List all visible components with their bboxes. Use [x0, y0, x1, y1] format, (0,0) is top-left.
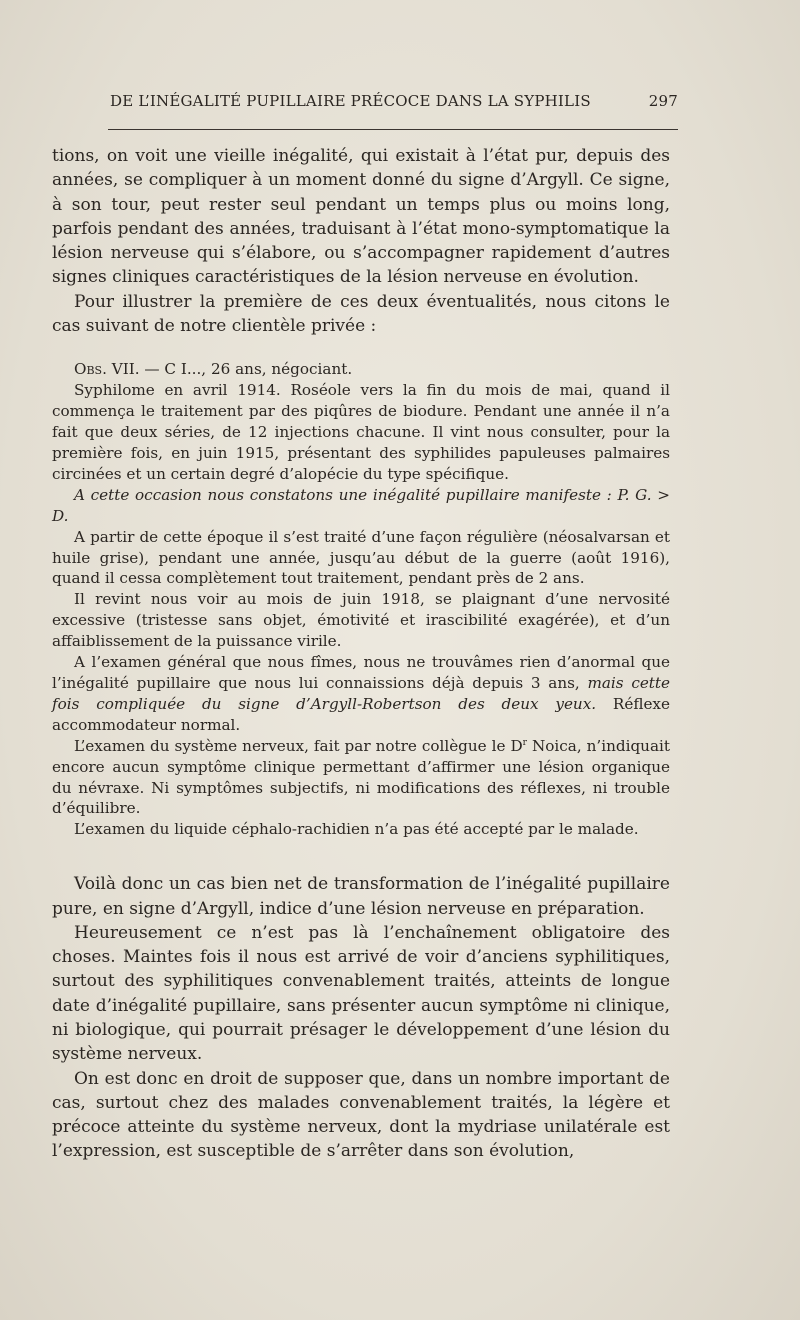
paragraph-conclusion-2: Heureusement ce n’est pas là l’enchaînement obligatoire des choses. Maintes fois il nous est arrivé de voir d’anciens syphilitiques, surtout des syphilitiques convenablement traités, atteints de longue date d’inégalité pupillaire, sans présenter aucun symptôme ni clinique, ni biologique, qui pourrait présager le développement d’une lésion du système nerveux.	[52, 922, 670, 1065]
observation-csf: L’examen du liquide céphalo-rachidien n’a pas été accepté par le malade.	[74, 820, 639, 839]
paragraph-conclusion-1: Voilà donc un cas bien net de transformation de l’inégalité pupillaire pure, en signe d’Argyll, indice d’une lésion nerveuse en préparation.	[52, 874, 670, 919]
observation-exam-start: A l’examen général que nous fîmes, nous ne trouvâmes rien d’anormal que l’inégalité pupillaire que nous lui connaissions déjà depuis 3 ans,	[52, 653, 670, 692]
body-text	[52, 144, 670, 1164]
observation-finding	[52, 485, 670, 527]
observation-finding-text: A cette occasion nous constatons une inégalité pupillaire manifeste : P. G. > D.	[52, 485, 670, 525]
observation-nervous-end: Noica, n’indiquait encore aucun symptôme clinique permettant d’affirmer une lésion organique du névraxe. Ni symptômes subjectifs, ni modifications des réflexes, ni trouble d’équilibre.	[52, 736, 670, 818]
observation-heading	[52, 359, 670, 380]
observation-history: Syphilome en avril 1914. Roséole vers la fin du mois de mai, quand il commença le traitement par des piqûres de biodure. Pendant une année il n’a fait que deux séries, de 12 injections chacune. Il vint nous consulter, pour la première fois, en juin 1915, présentant des syphilides papuleuses palmaires circinées et un certain degré d’alopécie du type spécifique.	[52, 381, 670, 483]
observation-label: Obs. VII.	[74, 360, 140, 379]
observation-patient: — C I..., 26 ans, négociant.	[139, 360, 353, 379]
running-title: DE L’INÉGALITÉ PUPILLAIRE PRÉCOCE DANS LA SYPHILIS	[110, 92, 591, 110]
observation-nervous-start: L’examen du système nerveux, fait par notre collègue le D	[74, 736, 523, 755]
observation-return: Il revint nous voir au mois de juin 1918, se plaignant d’une nervosité excessive (tristesse sans objet, émotivité et irascibilité exagérée), et d’un affaiblissement de la puissance virile.	[52, 590, 670, 651]
paragraph-conclusion-3: On est donc en droit de supposer que, dans un nombre important de cas, surtout chez des malades convenablement traités, la légère et précoce atteinte du système nerveux, dont la mydriase unilatérale est l’expression, est susceptible de s’arrêter dans son évolution,	[52, 1068, 670, 1162]
observation-nervous-exam	[52, 736, 670, 820]
paragraph-continuation: tions, on voit une vieille inégalité, qui existait à l’état pur, depuis des années, se compliquer à un moment donné du signe d’Argyll. Ce signe, à son tour, peut rester seul pendant un temps plus ou moins long, parfois pendant des années, traduisant à l’état mono-symptomatique la lésion nerveuse qui s’élabore, ou s’accompagner rapidement d’autres signes cliniques caractéristiques de la lésion nerveuse en évolution.	[52, 146, 670, 288]
page-number: 297	[648, 92, 678, 110]
observation-exam	[52, 652, 670, 736]
observation-exam-italic: mais cette fois compliquée du signe d’Argyll-Robertson des deux yeux.	[52, 673, 671, 713]
paragraph-illustration: Pour illustrer la première de ces deux éventualités, nous citons le cas suivant de notre clientèle privée :	[52, 291, 670, 337]
running-header	[110, 92, 678, 116]
observation-exam-end: Réflexe accommodateur normal.	[52, 694, 670, 734]
header-rule	[108, 129, 678, 130]
observation-treatment: A partir de cette époque il s’est traité d’une façon régulière (néosalvarsan et huile grise), pendant une année, jusqu’au début de la guerre (août 1916), quand il cessa complètement tout traitement, pendant près de 2 ans.	[52, 527, 670, 588]
observation-block	[52, 359, 670, 840]
observation-nervous-sup: r	[522, 737, 527, 748]
